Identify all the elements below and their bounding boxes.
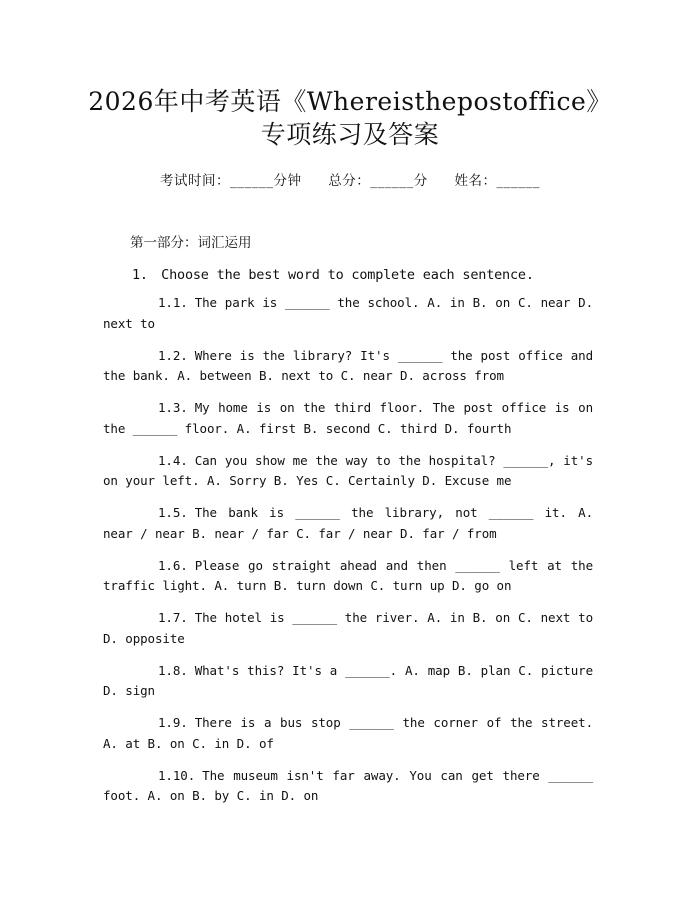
question-number: 1.4. bbox=[158, 452, 188, 468]
question-number: 1.2. bbox=[158, 347, 188, 363]
question-text: The museum isn't far away. You can get there ______ foot. A. on B. by C. in D. on bbox=[103, 767, 593, 803]
question-item bbox=[103, 398, 593, 439]
question-number: 1.10. bbox=[158, 767, 196, 783]
question-item bbox=[103, 661, 593, 702]
question-number: 1.9. bbox=[158, 715, 188, 730]
question-item bbox=[103, 766, 593, 807]
question-text: The bank is ______ the library, not ______ it. A. near / near B. near / far C. far / near D. far / from bbox=[103, 505, 593, 541]
exam-score-field: 总分：______分 bbox=[328, 173, 428, 189]
question-text: Please go straight ahead and then ______ left at the traffic light. A. turn B. turn down C. turn up D. go on bbox=[103, 557, 593, 593]
exam-meta bbox=[0, 169, 700, 189]
question-item bbox=[103, 451, 593, 492]
question-item bbox=[103, 346, 593, 387]
question-list bbox=[103, 293, 593, 818]
question-number: 1.7. bbox=[158, 610, 188, 625]
exam-name-field: 姓名：______ bbox=[454, 173, 541, 189]
question-text: The park is ______ the school. A. in B. on C. near D. next to bbox=[103, 295, 593, 331]
question-text: What's this? It's a ______. A. map B. plan C. picture D. sign bbox=[103, 662, 593, 698]
question-text: Where is the library? It's ______ the post office and the bank. A. between B. next to C. near D. across from bbox=[103, 347, 593, 383]
question-number: 1.3. bbox=[158, 400, 188, 415]
question-number: 1.5. bbox=[158, 505, 188, 520]
question-item bbox=[103, 556, 593, 597]
question-text: The hotel is ______ the river. A. in B. on C. next to D. opposite bbox=[103, 610, 593, 646]
question-number: 1.6. bbox=[158, 557, 188, 573]
exam-time-field: 考试时间：______分钟 bbox=[159, 173, 302, 189]
question-item bbox=[103, 293, 593, 334]
question-text: My home is on the third floor. The post office is on the ______ floor. A. first B. second C. third D. fourth bbox=[103, 400, 593, 436]
question-item bbox=[103, 608, 593, 649]
question-item bbox=[103, 503, 593, 544]
question-text: There is a bus stop ______ the corner of the street. A. at B. on C. in D. of bbox=[103, 715, 593, 751]
document-title-line2: 专项练习及答案 bbox=[260, 120, 440, 149]
question-number: 1.8. bbox=[158, 662, 188, 678]
question-item bbox=[103, 713, 593, 754]
section-title: 第一部分：词汇运用 bbox=[130, 235, 252, 251]
question-instruction: 1. Choose the best word to complete each sentence. bbox=[132, 267, 534, 283]
question-text: Can you show me the way to the hospital? ______, it's on your left. A. Sorry B. Yes C. Certainly D. Excuse me bbox=[103, 452, 593, 488]
question-number: 1.1. bbox=[158, 295, 188, 310]
document-title-line1: 2026年中考英语《Whereisthepostoffice》 bbox=[88, 87, 612, 116]
